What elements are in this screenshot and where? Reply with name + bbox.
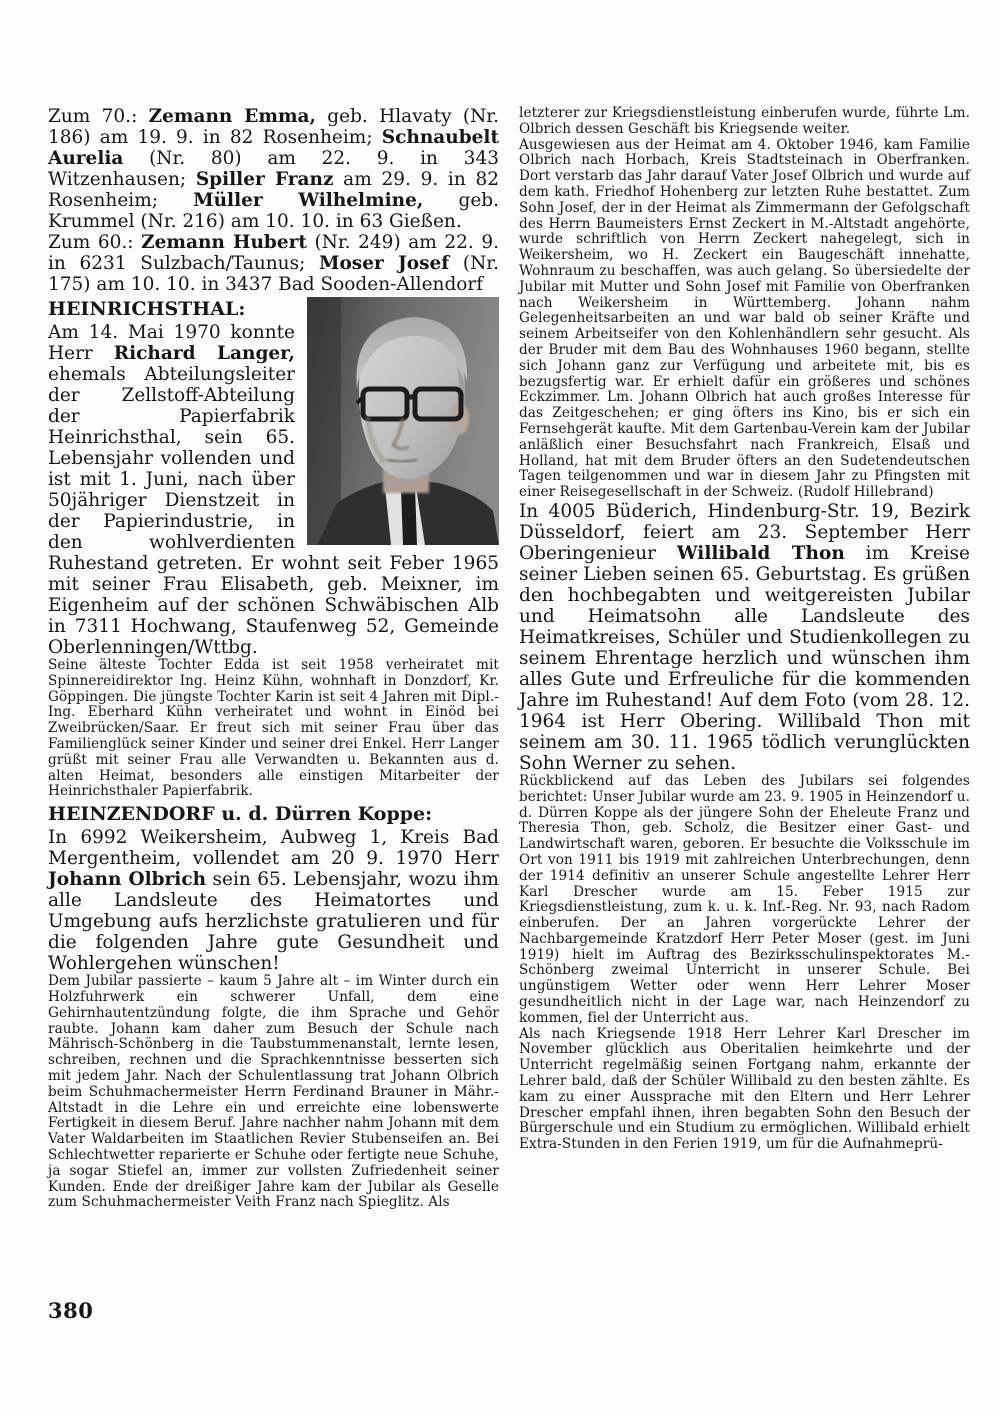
olbrich-postwar-paragraph: Ausgewiesen aus der Heimat am 4. Oktober 1946, kam Familie Olbrich nach Horbach, Kreis Stadtsteinach in Oberfranken. Dort verstarb das Jahr darauf Vater Josef Olbrich und wurde auf dem kath. Friedhof Hohenberg zur letzten Ruhe bestattet. Zum Sohn Josef, der in der Heimat als Zimmermann der Gefolgschaft des Herrn Baumeisters Ernst Zeckert in M.-Altstadt angehörte, wurde schriftlich von Herrn Zeckert nahegelegt, sich in Weikersheim, wo H. Zeckert ein Baugeschäft innehatte, Wohnraum zu beschaffen, was auch gelang. So übersiedelte der Jubilar mit Mutter und Sohn Josef mit Familie von Oberfranken nach Weikersheim in Württemberg. Johann nahm Gelegenheitsarbeiten an und war bald ob seiner Kräfte und seinem Arbeitseifer von den Kohlenhändlern sehr gesucht. Als der Bruder mit dem Bau des Wohnhauses 1960 begann, stellte sich Johann ganz zur Verfügung und arbeitete mit, bis es bezugsfertig war. Er erhielt dafür ein größeres und schönes Eckzimmer. Lm. Johann Olbrich hat auch großes Interesse für das Zeitgeschehen; er ging öfters ins Kino, bis er sich ein Fernsehgerät kaufte. Mit dem Gartenbau-Verein kam der Jubilar anläßlich einer Besuchsfahrt nach Frankreich, Elsaß und Holland, hat mit dem Bruder öfters an den Sudetendeutschen Tagen teilgenommen und war in diesem Jahr zu Pfingsten mit einer Reisegesellschaft in der Schweiz. (Rudolf Hillebrand) [519,136,970,501]
anniversaries-70-paragraph: Zum 70.: Zemann Emma, geb. Hlavaty (Nr. 186) am 19. 9. in 82 Rosenheim; Schnaubelt Aurelia (Nr. 80) am 22. 9. in 343 Witzenhausen; Spiller Franz am 29. 9. in 82 Rosenheim; Müller Wilhelmine, geb. Krummel (Nr. 216) am 10. 10. in 63 Gießen. [48,106,500,232]
johann-olbrich-paragraph: In 6992 Weikersheim, Aubweg 1, Kreis Bad Mergentheim, vollendet am 20 9. 1970 Herr Johann Olbrich sein 65. Lebensjahr, wozu ihm alle Landsleute des Heimatortes und Umgebung aufs herzlichste gratulieren und für die folgenden Jahre gute Gesundheit und Wohlergehen wünschen! [48,827,499,975]
heading-heinzendorf: HEINZENDORF u. d. Dürren Koppe: [48,803,433,826]
page-number: 380 [48,1298,94,1323]
thon-school-paragraph: Als nach Kriegsende 1918 Herr Lehrer Karl Drescher im November glücklich aus Oberitalien heimkehrte und der Unterricht regelmäßig seinen Fortgang nahm, erkannte der Lehrer bald, daß der Schüler Willibald zu den besten zählte. Es kam zu einer Aussprache mit den Eltern und Herr Lehrer Drescher empfahl ihnen, ihren begabten Sohn den Besuch der Bürgerschule und ein Studium zu ermöglichen. Willibald erhielt Extra-Stunden in den Ferien 1919, um für die Aufnahmeprü- [519,1025,970,1153]
richard-langer-paragraph: Am 14. Mai 1970 konnte Herr Richard Langer, ehemals Abteilungsleiter der Zellstoff-Abteilung der Papierfabrik Heinrichsthal, sein 65. Lebensjahr vollenden und ist mit 1. Juni, nach über 50jähriger Dienstzeit in der Papierindustrie, in den wohlverdienten Ruhestand getreten. Er wohnt seit Feber 1965 mit seiner Frau Elisabeth, geb. Meixner, im Eigenheim auf der schönen Schwäbischen Alb in 7311 Hochwang, Staufenweg 52, Gemeinde Oberlenningen/Wttbg. [48,322,499,658]
anniversaries-60-paragraph: Zum 60.: Zemann Hubert (Nr. 249) am 22. 9. in 6231 Sulzbach/Taunus; Moser Josef (Nr. 175) am 10. 10. in 3437 Bad Sooden-Allendorf [48,232,499,295]
langer-family-paragraph: Seine älteste Tochter Edda ist seit 1958 verheiratet mit Spinnereidirektor Ing. Heinz Kühn, wohnhaft in Donzdorf, Kr. Göppingen. Die jüngste Tochter Karin ist seit 4 Jahren mit Dipl.-Ing. Eberhard Kühn verheiratet und wohnt in Einöd bei Zweibrücken/Saar. Er freut sich mit seiner Frau über das Familienglück seiner Kinder und seiner drei Enkel. Herr Langer grüßt mit seiner Frau alle Verwandten u. Bekannten aus d. alten Heimat, besonders alle einstigen Mitarbeiter der Heinrichsthaler Papierfabrik. [48,657,499,800]
portrait-photo-graphic [307,297,499,545]
olbrich-continuation-paragraph: letzterer zur Kriegsdienstleistung einberufen wurde, führte Lm. Olbrich dessen Geschäft bis Kriegsende weiter. [519,105,970,137]
olbrich-biography-paragraph: Dem Jubilar passierte – kaum 5 Jahre alt – im Winter durch ein Holzfuhrwerk ein schwerer Unfall, dem eine Gehirnhautentzündung folgte, die ihm Sprache und Gehör raubte. Johann kam daher zum Besuch der Schule nach Mährisch-Schönberg in die Taubstummenanstalt, lernte lesen, schreiben, rechnen und die Sprachkenntnisse besserten sich mit jedem Jahr. Nach der Schulentlassung trat Johann Olbrich beim Schuhmachermeister Herrn Ferdinand Brauner in Mähr.-Altstadt in die Lehre ein und erreichte eine lobenswerte Fertigkeit in diesem Beruf. Jahre nachher nahm Johann mit dem Vater Waldarbeiten im Staatlichen Revier Stubenseifen an. Bei Schlechtwetter reparierte er Schuhe oder fertigte neue Schuhe, ja sogar Stiefel an, immer zur vollsten Zufriedenheit seiner Kunden. Ende der dreißiger Jahre kam der Jubilar als Geselle zum Schuhmachermeister Veith Franz nach Spieglitz. Als [48,973,499,1211]
willibald-thon-paragraph: In 4005 Büderich, Hindenburg-Str. 19, Bezirk Düsseldorf, feiert am 23. September Herr Oberingenieur Willibald Thon im Kreise seiner Lieben seinen 65. Geburtstag. Es grüßen den hochbegabten und weitgereisten Jubilar und Heimatsohn alle Landsleute des Heimatkreises, Schüler und Studienkollegen zu seinem Ehrentage herzlich und wünschen ihm alles Gute und Erfreuliche für die kommenden Jahre im Ruhestand! Auf dem Foto (vom 28. 12. 1964 ist Herr Obering. Willibald Thon mit seinem am 30. 11. 1965 tödlich verunglückten Sohn Werner zu sehen. [519,500,970,774]
right-column [519,106,970,1211]
portrait-photo [307,297,499,545]
heading-heinrichsthal: HEINRICHSTHAL: [48,298,246,320]
left-column [48,106,499,1211]
thon-biography-paragraph: Rückblickend auf das Leben des Jubilars sei folgendes berichtet: Unser Jubilar wurde am 23. 9. 1905 in Heinzendorf u. d. Dürren Koppe als der jüngere Sohn der Eheleute Franz und Theresia Thon, geb. Scholz, die Besitzer einer Gast- und Landwirtschaft waren, geboren. Er besuchte die Volksschule im Ort von 1911 bis 1919 mit zahlreichen Unterbrechungen, denn der 1914 definitiv an unserer Schule angestellte Lehrer Herr Karl Drescher wurde am 15. Feber 1915 zur Kriegsdienstleistung, zum k. u. k. Inf.-Reg. Nr. 93, nach Radom einberufen. Der an Jahren vorgerückte Lehrer der Nachbargemeinde Kratzdorf Herr Peter Moser (gest. im Juni 1919) hielt im Auftrag des Bezirksschulinspektorates M.-Schönberg zweimal Unterricht in unserer Schule. Bei ungünstigem Wetter oder wenn Herr Lehrer Moser gesundheitlich nicht in der Lage war, nach Heinzendorf zu kommen, fiel der Unterricht aus. [519,772,970,1026]
